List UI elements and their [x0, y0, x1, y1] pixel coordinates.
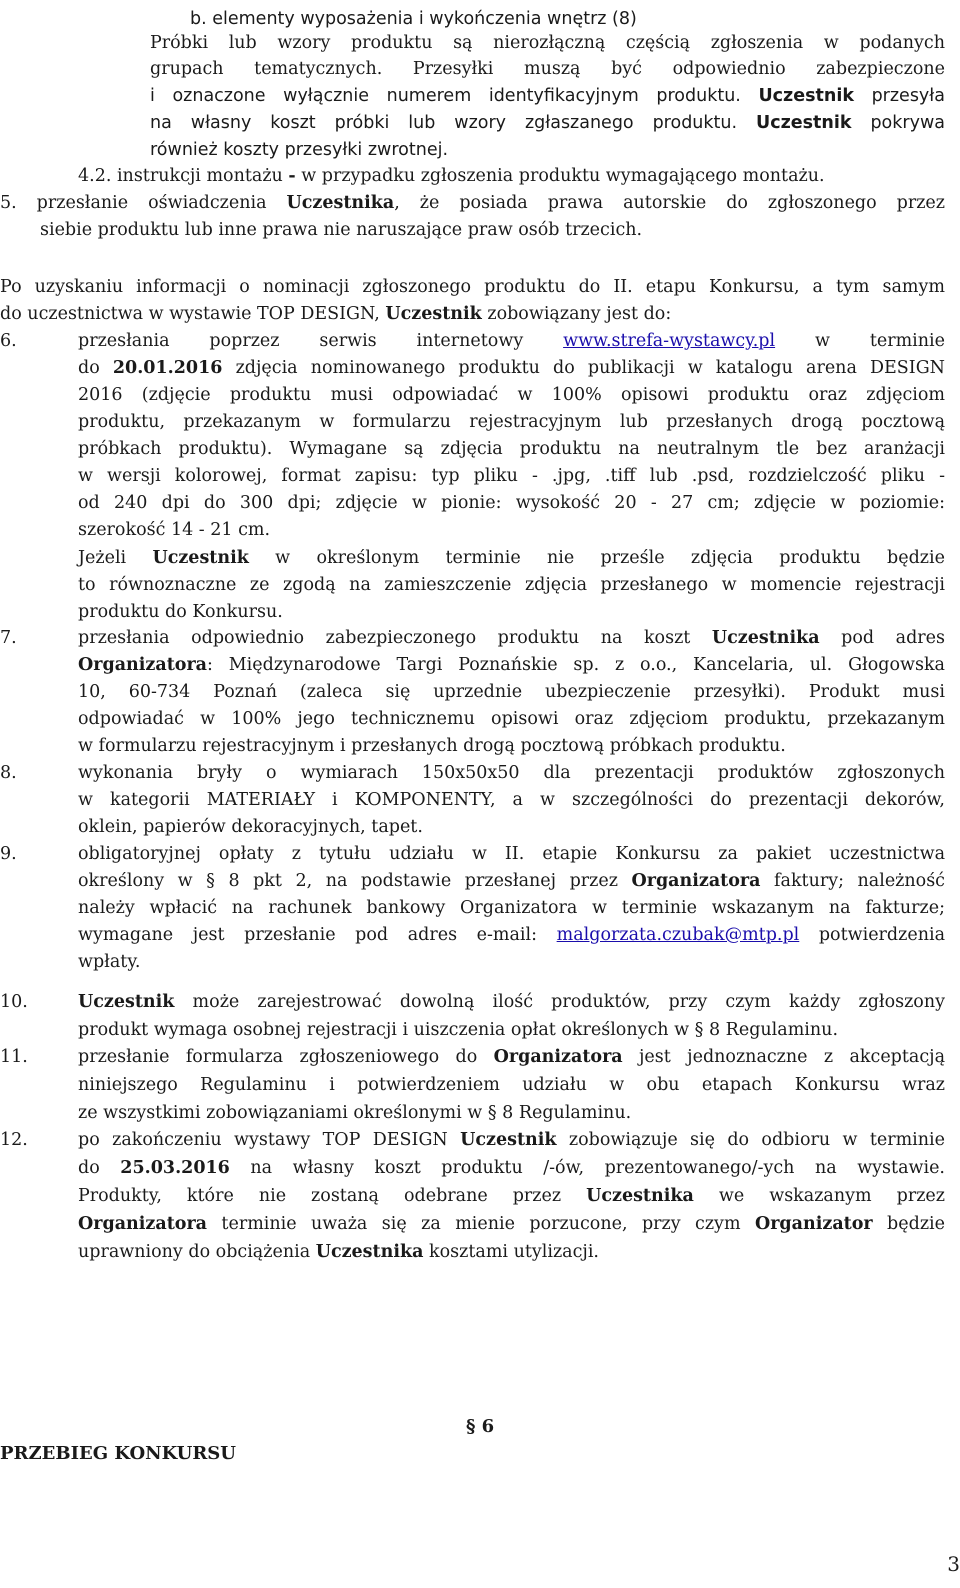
text-line [78, 841, 945, 868]
bold-text: Uczestnika [586, 1186, 694, 1206]
bold-text: Uczestnik [756, 113, 852, 133]
bold-text: Uczestnik [758, 86, 854, 106]
bold-text: Organizator [754, 1214, 873, 1234]
text-line [78, 1155, 945, 1182]
bold-text: Uczestnik [152, 548, 249, 568]
text-segment: w terminie [775, 331, 945, 351]
bold-text: - [288, 166, 296, 186]
text-segment: b. elementy wyposażenia i wykończenia wnętrz (8) [190, 9, 637, 29]
bold-text: Organizatora [78, 1214, 208, 1234]
text-segment: w określonym terminie nie prześle zdjęcia produktu będzie [248, 548, 945, 568]
text-segment: w formularzu rejestracyjnym i przesłanych drogą pocztową próbkach produktu. [78, 736, 786, 756]
text-segment: niniejszego Regulaminu i potwierdzeniem udziału w obu etapach Konkursu wraz [78, 1075, 945, 1095]
text-line [40, 217, 642, 244]
text-segment: 10, 60-734 Poznań (zaleca się uprzednie ubezpieczenie przesyłki). Produkt musi [78, 682, 945, 702]
text-line [0, 625, 17, 652]
text-segment: Po uzyskaniu informacji o nominacji zgłoszonego produktu do II. etapu Konkursu, a tym samym [0, 277, 945, 297]
text-line [78, 1072, 945, 1099]
text-segment: po zakończeniu wystawy TOP DESIGN [78, 1130, 461, 1150]
text-segment: 12. [0, 1130, 28, 1150]
text-segment: 7. [0, 628, 17, 648]
text-segment: terminie uważa się za mienie porzucone, przy czym [207, 1214, 755, 1234]
text-segment: : Międzynarodowe Targi Poznańskie sp. z o.o., Kancelaria, ul. Głogowska [207, 655, 945, 675]
text-segment: przesłania odpowiednio zabezpieczonego produktu na koszt [78, 628, 712, 648]
text-segment: we wskazanym przez [693, 1186, 945, 1206]
text-segment: Jeżeli [78, 548, 153, 568]
text-segment: 11. [0, 1047, 28, 1067]
text-segment: oklein, papierów dekoracyjnych, tapet. [78, 817, 423, 837]
text-segment: do [78, 358, 113, 378]
text-segment: § 6 [466, 1416, 495, 1437]
text-segment: Próbki lub wzory produktu są nierozłączną częścią zgłoszenia w podanych [150, 33, 945, 53]
text-line [78, 1100, 631, 1127]
text-line [78, 599, 283, 626]
text-segment: odpowiadać w 100% jego technicznemu opisowi oraz zdjęciom produktu, przekazanym [78, 709, 945, 729]
text-segment: przesłania poprzez serwis internetowy [78, 331, 564, 351]
text-line [78, 760, 945, 787]
text-line [150, 56, 945, 83]
text-segment: wymagane jest przesłanie pod adres e-mail: [78, 925, 557, 945]
text-segment: przesyła [853, 86, 945, 106]
text-segment: 6. [0, 331, 17, 351]
bold-text: Uczestnika [315, 1242, 424, 1262]
text-segment: 4.2. instrukcji montażu [78, 166, 289, 186]
text-line [78, 328, 945, 355]
text-line [0, 190, 945, 217]
text-segment: w przypadku zgłoszenia produktu wymagającego montażu. [295, 166, 825, 186]
text-segment: 2016 (zdjęcie produktu musi odpowiadać w 100% opisowi produktu oraz zdjęciom [78, 385, 945, 405]
text-segment: kosztami utylizacji. [423, 1242, 599, 1262]
text-segment: będzie [872, 1214, 945, 1234]
bold-text: 25.03.2016 [120, 1158, 230, 1178]
text-line [0, 760, 17, 787]
text-segment: 5. przesłanie oświadczenia [0, 193, 287, 213]
text-segment: obligatoryjnej opłaty z tytułu udziału w II. etapie Konkursu za pakiet uczestnictwa [78, 844, 945, 864]
text-segment: do [78, 1158, 121, 1178]
bold-text: Uczestnika [711, 628, 820, 648]
text-segment: pod adres [819, 628, 946, 648]
text-segment: w wersji kolorowej, format zapisu: typ pliku - .jpg, .tiff lub .psd, rozdzielczość pliku - [78, 466, 945, 486]
text-line [78, 868, 945, 895]
section-heading [0, 1440, 236, 1467]
text-segment: to równoznaczne ze zgodą na zamieszczenie zdjęcia przesłanego w momencie rejestracji [78, 575, 945, 595]
text-segment: również koszty przesyłki zwrotnej. [150, 140, 449, 160]
text-segment: na własny koszt produktu /-ów, prezentowanego/-ych na wystawie. [229, 1158, 945, 1178]
text-line [78, 989, 945, 1016]
hyperlink[interactable]: malgorzata.czubak@mtp.pl [556, 925, 800, 945]
text-segment: przesłanie formularza zgłoszeniowego do [78, 1047, 494, 1067]
text-segment: produkt wymaga osobnej rejestracji i uiszczenia opłat określonych w § 8 Regulaminu. [78, 1020, 839, 1040]
text-line [0, 328, 17, 355]
text-line [78, 572, 945, 599]
text-segment: do uczestnictwa w wystawie TOP DESIGN, [0, 304, 386, 324]
text-line [78, 1127, 945, 1154]
text-line [190, 6, 637, 33]
text-line [150, 30, 945, 57]
text-line [78, 949, 140, 976]
text-line [78, 814, 423, 841]
text-line [0, 301, 671, 328]
text-segment: zdjęcia nominowanego produktu do publikacji w katalogu arena DESIGN [222, 358, 945, 378]
page-number: 3 [947, 1552, 960, 1576]
text-segment: siebie produktu lub inne prawa nie naruszające praw osób trzecich. [40, 220, 643, 240]
text-segment: w kategorii MATERIAŁY i KOMPONENTY, a w szczególności do prezentacji dekorów, [78, 790, 945, 810]
text-segment: 8. [0, 763, 17, 783]
text-line [78, 1183, 945, 1210]
text-segment: zobowiązuje się do odbioru w terminie [556, 1130, 946, 1150]
text-segment: należy wpłacić na rachunek bankowy Organizatora w terminie wskazanym na fakturze; [78, 898, 945, 918]
text-line [78, 436, 945, 463]
text-line [0, 989, 28, 1016]
text-segment: i oznaczone wyłącznie numerem identyfikacyjnym produktu. [150, 86, 759, 106]
text-segment: produktu do Konkursu. [78, 602, 283, 622]
text-segment: faktury; należność [760, 871, 945, 891]
text-segment: , że posiada prawa autorskie do zgłoszonego przez [394, 193, 946, 213]
text-line [78, 679, 945, 706]
text-line [78, 355, 945, 382]
text-line [150, 83, 945, 110]
text-line [78, 1211, 945, 1238]
text-line [78, 922, 945, 949]
text-segment: jest jednoznaczne z akceptacją [622, 1047, 946, 1067]
bold-text: Organizatora [493, 1047, 623, 1067]
text-segment: pokrywa [851, 113, 945, 133]
text-segment: zobowiązany jest do: [481, 304, 672, 324]
text-segment: uprawniony do obciążenia [78, 1242, 316, 1262]
text-line [78, 1017, 838, 1044]
bold-text: Uczestnik [78, 992, 175, 1012]
text-line [78, 163, 825, 190]
hyperlink[interactable]: www.strefa-wystawcy.pl [563, 331, 776, 351]
text-segment: Produkty, które nie zostaną odebrane przez [78, 1186, 587, 1206]
text-line [150, 137, 448, 164]
text-line [78, 1239, 599, 1266]
text-segment: od 240 dpi do 300 dpi; zdjęcie w pionie: wysokość 20 - 27 cm; zdjęcie w poziomie: [78, 493, 945, 513]
text-line [78, 545, 945, 572]
text-segment: potwierdzenia [799, 925, 946, 945]
text-line [78, 490, 945, 517]
text-segment: wykonania bryły o wymiarach 150x50x50 dla prezentacji produktów zgłoszonych [78, 763, 945, 783]
text-line [0, 841, 17, 868]
text-line [78, 463, 945, 490]
section-heading [466, 1413, 494, 1440]
bold-text: Uczestnika [286, 193, 395, 213]
bold-text: Uczestnik [385, 304, 482, 324]
bold-text: Organizatora [78, 655, 208, 675]
text-line [0, 274, 945, 301]
text-segment: szerokość 14 - 21 cm. [78, 520, 271, 540]
text-segment: wpłaty. [78, 952, 141, 972]
text-line [0, 1127, 28, 1154]
text-segment: PRZEBIEG KONKURSU [0, 1443, 236, 1464]
text-line [150, 110, 945, 137]
text-line [78, 409, 945, 436]
text-segment: grupach tematycznych. Przesyłki muszą być odpowiednio zabezpieczone [150, 59, 945, 79]
text-segment: na własny koszt próbki lub wzory zgłaszanego produktu. [150, 113, 756, 133]
text-line [78, 706, 945, 733]
text-line [78, 652, 945, 679]
text-segment: próbkach produktu). Wymagane są zdjęcia produktu na neutralnym tle bez aranżacji [78, 439, 945, 459]
text-segment: 9. [0, 844, 17, 864]
text-segment: określony w § 8 pkt 2, na podstawie przesłanej przez [78, 871, 632, 891]
text-line [78, 895, 945, 922]
text-line [0, 1044, 28, 1071]
text-line [78, 517, 270, 544]
text-line [78, 625, 945, 652]
bold-text: Uczestnik [460, 1130, 557, 1150]
text-segment: może zarejestrować dowolną ilość produktów, przy czym każdy zgłoszony [174, 992, 945, 1012]
bold-text: Organizatora [631, 871, 761, 891]
text-line [78, 733, 786, 760]
text-line [78, 787, 945, 814]
text-segment: 10. [0, 992, 28, 1012]
text-segment: ze wszystkimi zobowiązaniami określonymi w § 8 Regulaminu. [78, 1103, 632, 1123]
text-line [78, 382, 945, 409]
text-segment: produktu, przekazanym w formularzu rejestracyjnym lub przesłanych drogą pocztową [78, 412, 945, 432]
bold-text: 20.01.2016 [112, 358, 223, 378]
text-line [78, 1044, 945, 1071]
